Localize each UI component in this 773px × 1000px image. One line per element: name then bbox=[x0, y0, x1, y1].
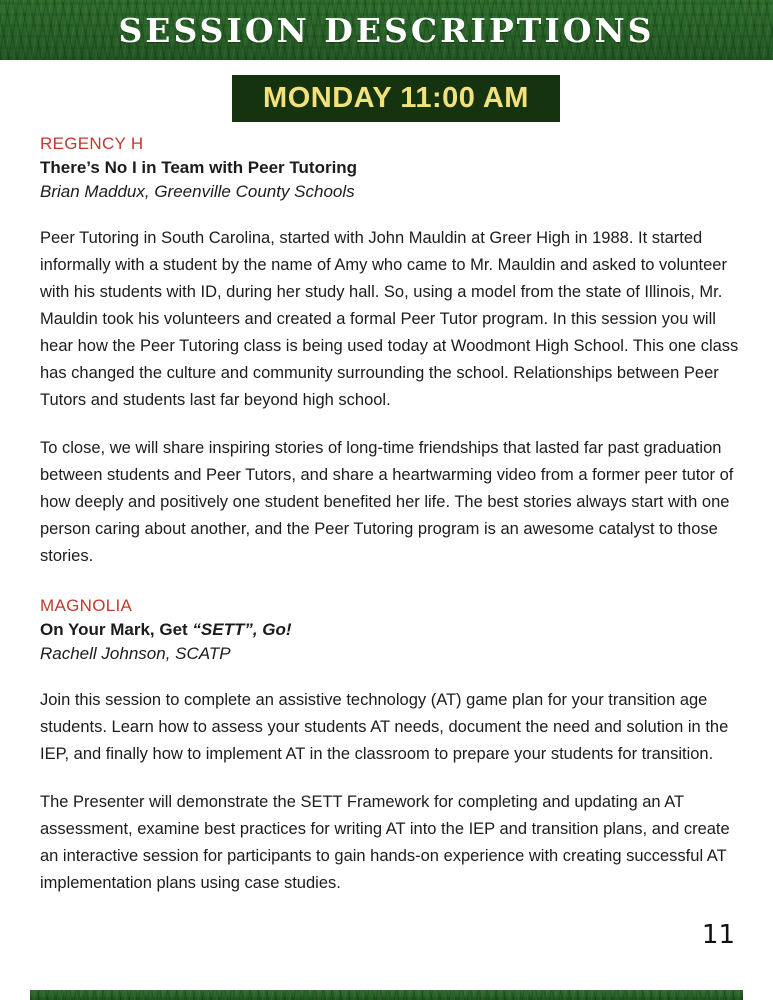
session-title-text: On Your Mark, Get bbox=[40, 620, 193, 639]
session-title-emphasis: “SETT”, Go! bbox=[192, 620, 292, 639]
session-paragraph: Peer Tutoring in South Carolina, started with John Mauldin at Greer High in 1988. It started informally with a student by the name of Amy who came to Mr. Mauldin and asked to volunteer with his students with ID, during her study hall. So, using a model from the state of Illinois, Mr. Mauldin took his volunteers and created a formal Peer Tutor program. In this session you will hear how the Peer Tutoring class is being used today at Woodmont High School. This one class has changed the culture and community surrounding the school. Relationships between Peer Tutors and students last far beyond high school. bbox=[40, 229, 739, 409]
session-paragraph: The Presenter will demonstrate the SETT Framework for completing and updating an AT assessment, examine best practices for writing AT into the IEP and transition plans, and create an interactive session for participants to gain hands-on experience with creating successful AT implementation plans using case studies. bbox=[40, 793, 730, 892]
session-paragraph: To close, we will share inspiring stories of long-time friendships that lasted far past graduation between students and Peer Tutors, and share a heartwarming video from a former peer tutor of how deeply and positively one student benefited her life. The best stories always start with one person caring about another, and the Peer Tutoring program is an awesome catalyst to those stories. bbox=[40, 439, 734, 565]
room-heading: REGENCY H bbox=[40, 134, 144, 153]
session-title: There’s No I in Team with Peer Tutoring bbox=[40, 158, 358, 177]
presenter-line: Rachell Johnson, SCATP bbox=[40, 644, 231, 663]
session-magnolia bbox=[40, 594, 750, 897]
footer-bar bbox=[30, 990, 743, 1000]
session-title bbox=[40, 618, 750, 642]
session-paragraph: Join this session to complete an assistive technology (AT) game plan for your transition age students. Learn how to assess your students AT needs, document the need and solution in the IEP, and finally how to implement AT in the classroom to prepare your students for transition. bbox=[40, 691, 729, 763]
time-banner bbox=[232, 75, 560, 122]
header-banner bbox=[0, 0, 773, 60]
page-number: 11 bbox=[701, 920, 735, 950]
sessions-content bbox=[40, 132, 750, 921]
presenter-line: Brian Maddux, Greenville County Schools bbox=[40, 182, 355, 201]
page-title: SESSION DESCRIPTIONS bbox=[118, 10, 655, 50]
time-banner-label: MONDAY 11:00 AM bbox=[263, 82, 529, 114]
session-regency-h bbox=[40, 132, 750, 570]
room-heading: MAGNOLIA bbox=[40, 596, 133, 615]
